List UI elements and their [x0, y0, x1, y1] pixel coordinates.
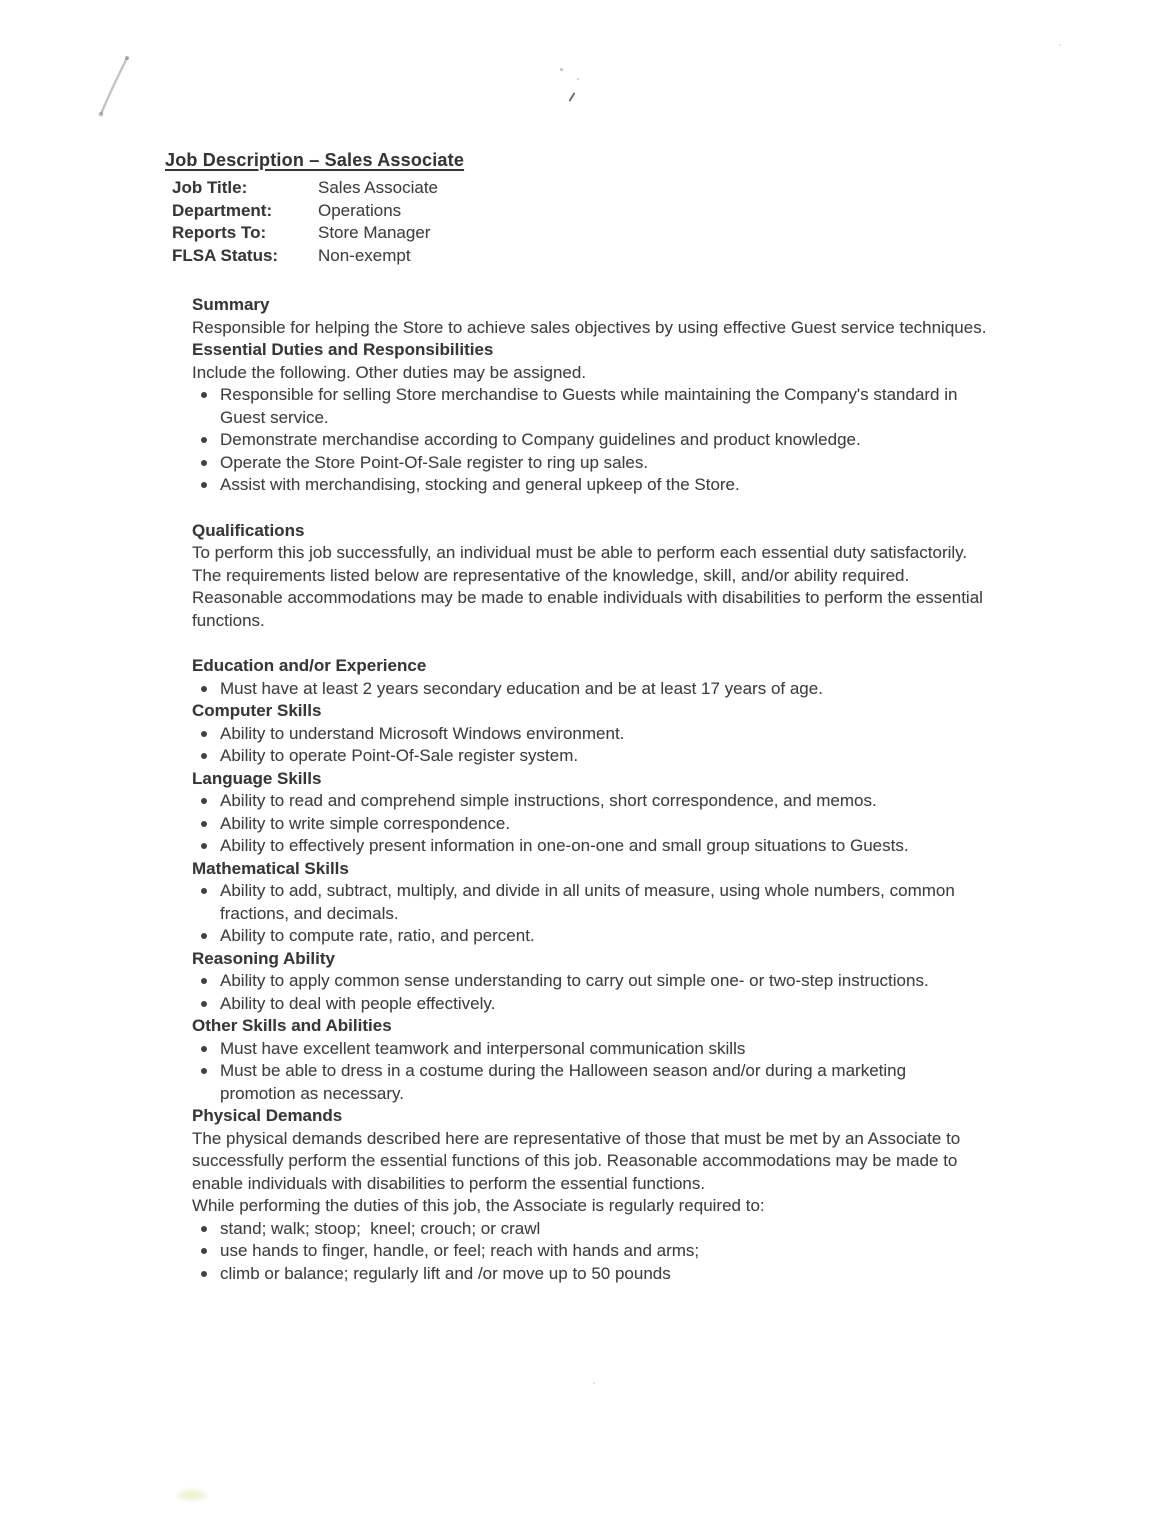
- section-heading: Education and/or Experience: [192, 656, 427, 675]
- job-meta-label: FLSA Status:: [172, 245, 279, 265]
- bullet-item: use hands to finger, handle, or feel; reach with hands and arms;: [192, 1240, 982, 1263]
- bullet-item: Operate the Store Point-Of-Sale register to ring up sales.: [192, 452, 982, 475]
- scan-smudge: [178, 1490, 206, 1500]
- job-meta-value: Sales Associate: [318, 178, 439, 197]
- bullet-list: [192, 1038, 982, 1106]
- job-meta-label: Department:: [172, 200, 273, 220]
- document-title: Job Description – Sales Associate: [165, 150, 465, 170]
- bullet-item: Ability to read and comprehend simple instructions, short correspondence, and memos.: [192, 790, 982, 813]
- bullet-item: stand; walk; stoop; kneel; crouch; or crawl: [192, 1218, 982, 1241]
- pen-mark-artifact: [92, 48, 138, 124]
- bullet-item: Demonstrate merchandise according to Company guidelines and product knowledge.: [192, 429, 982, 452]
- section-heading: Language Skills: [192, 768, 322, 788]
- scan-speck: [577, 78, 579, 80]
- bullet-item: Ability to understand Microsoft Windows environment.: [192, 723, 982, 746]
- paragraph: The physical demands described here are representative of those that must be met by an Associate to successfully perform the essential functions of this job. Reasonable accommodations may be made to enable individuals with disabilities to perform the essential functions.: [192, 1128, 961, 1193]
- scan-speck: [593, 1382, 595, 1384]
- bullet-list: [192, 970, 982, 1015]
- bullet-list: [192, 1218, 982, 1286]
- bullet-item: Ability to effectively present information in one-on-one and small group situations to Guests.: [192, 835, 982, 858]
- scan-speck: [560, 68, 563, 71]
- bullet-item: Must have at least 2 years secondary education and be at least 17 years of age.: [192, 678, 982, 701]
- job-meta-value: Operations: [318, 200, 402, 220]
- bullet-item: Assist with merchandising, stocking and general upkeep of the Store.: [192, 474, 982, 497]
- bullet-list: [192, 790, 982, 858]
- bullet-item: Ability to add, subtract, multiply, and divide in all units of measure, using whole numbers, common fractions, and decimals.: [192, 880, 982, 925]
- paragraph: Include the following. Other duties may be assigned.: [192, 362, 587, 382]
- section-heading: Mathematical Skills: [192, 858, 349, 878]
- bullet-item: Ability to write simple correspondence.: [192, 813, 982, 836]
- bullet-item: Must have excellent teamwork and interpersonal communication skills: [192, 1038, 982, 1061]
- bullet-item: Ability to compute rate, ratio, and percent.: [192, 925, 982, 948]
- job-meta-row: [172, 222, 1170, 245]
- section-heading: Summary: [192, 295, 270, 314]
- blank-line: [192, 497, 992, 520]
- job-meta-row: [172, 177, 1170, 200]
- job-meta-label: Reports To:: [172, 223, 267, 242]
- job-meta-value: Non-exempt: [318, 245, 411, 265]
- section-heading: Computer Skills: [192, 701, 322, 720]
- scan-speck: [1059, 44, 1061, 46]
- bullet-item: Must be able to dress in a costume during the Halloween season and/or during a marketing promotion as necessary.: [192, 1060, 982, 1105]
- job-meta-value: Store Manager: [318, 223, 431, 242]
- paragraph: Responsible for helping the Store to achieve sales objectives by using effective Guest service techniques.: [192, 317, 987, 337]
- blank-line: [192, 632, 992, 655]
- section-heading: Qualifications: [192, 520, 305, 540]
- section-heading: Reasoning Ability: [192, 948, 335, 968]
- bullet-list: [192, 723, 982, 768]
- paragraph: To perform this job successfully, an individual must be able to perform each essential duty satisfactorily. The requirements listed below are representative of the knowledge, skill, and/or ability required. Reasonable accommodations may be made to enable individuals with disabilities to perform the essential functions.: [192, 543, 983, 630]
- job-meta-row: [172, 200, 1170, 223]
- section-heading: Other Skills and Abilities: [192, 1016, 392, 1035]
- section-heading: Essential Duties and Responsibilities: [192, 340, 494, 359]
- bullet-list: [192, 880, 982, 948]
- document-body: [192, 294, 992, 1285]
- bullet-item: climb or balance; regularly lift and /or move up to 50 pounds: [192, 1263, 982, 1286]
- bullet-list: [192, 678, 982, 701]
- bullet-list: [192, 384, 982, 497]
- bullet-item: Responsible for selling Store merchandise to Guests while maintaining the Company's standard in Guest service.: [192, 384, 982, 429]
- bullet-item: Ability to deal with people effectively.: [192, 993, 982, 1016]
- section-heading: Physical Demands: [192, 1106, 343, 1125]
- bullet-item: Ability to apply common sense understanding to carry out simple one- or two-step instructions.: [192, 970, 982, 993]
- bullet-item: Ability to operate Point-Of-Sale register system.: [192, 745, 982, 768]
- job-meta-table: [172, 177, 1170, 267]
- ink-tick-artifact: [569, 92, 576, 102]
- job-meta-row: [172, 245, 1170, 268]
- job-meta-label: Job Title:: [172, 178, 248, 197]
- paragraph: While performing the duties of this job, the Associate is regularly required to:: [192, 1196, 765, 1215]
